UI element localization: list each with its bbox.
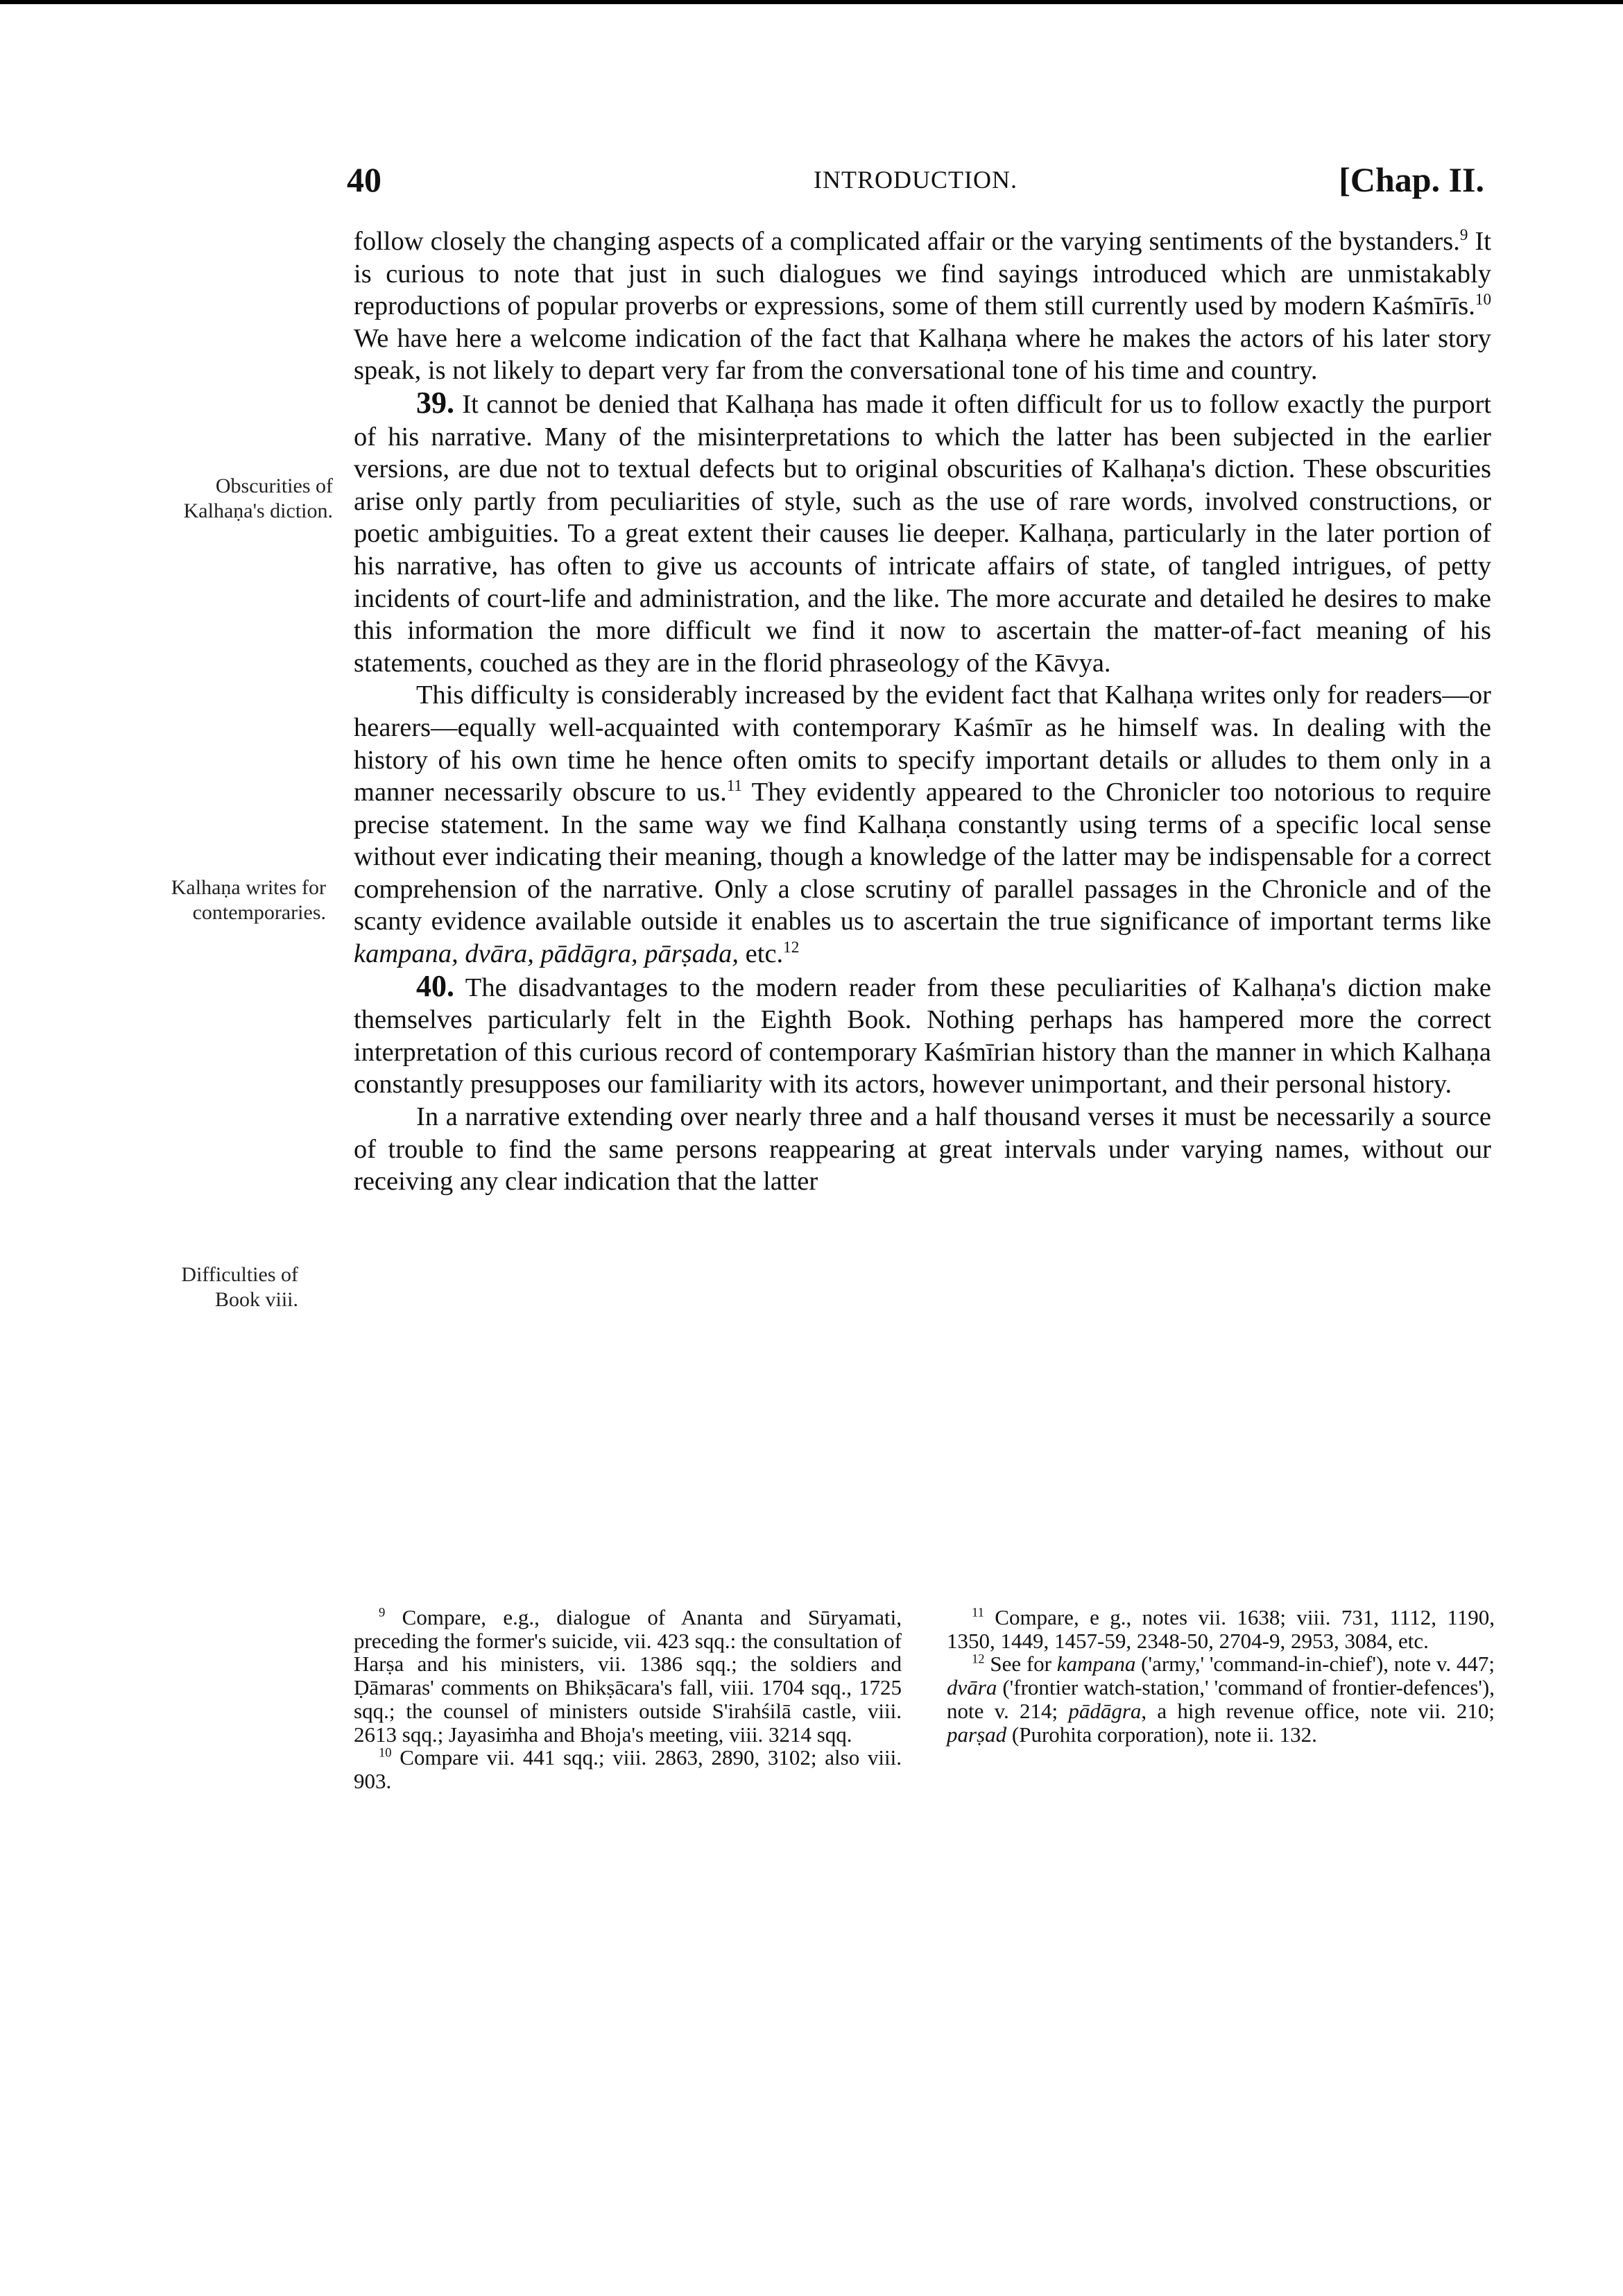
footnote-12 [947,1652,1495,1746]
top-border-rule [0,0,1623,4]
sidenote-line: contemporaries. [192,901,326,924]
sidenote-line: Kalhaṇa writes for [171,876,326,899]
footnote-text: See for [984,1652,1057,1677]
paragraph-39 [354,387,1491,679]
footnote-ref[interactable]: 11 [726,776,742,795]
text-span: It cannot be denied that Kalhaṇa has made it often difficult for us to follow exactly the purport of his narrative. Many of the misinterpretations to which the latter has been subjected in the earlier versions, are due not to textual defects but to original obscurities of Kalhaṇa's diction. These obscurities arise only partly from peculiarities of style, such as the use of rare words, involved constructions, or poetic ambiguities. To a great extent their causes lie deeper. Kalhaṇa, particularly in the later portion of his narrative, has often to give us accounts of intricate affairs of state, of tangled intrigues, of petty incidents of court-life and administration, and the like. The more accurate and detailed he desires to make this information the more difficult we find it now to ascertain the matter-of-fact meaning of his statements, couched as they are in the florid phraseology of the Kāvya. [354,389,1491,678]
footnote-text: , a high revenue office, note vii. 210; [1141,1698,1495,1723]
footnote-text: Compare vii. 441 sqq.; viii. 2863, 2890, 3102; also viii. 903. [354,1745,902,1793]
sidenote-line: Book viii. [214,1288,298,1311]
italic-term: parṣad [947,1722,1007,1747]
footnote-text: Compare, e.g., dialogue of Ananta and Sūryamati, preceding the former's suicide, vii. 423 sqq.: the consultation of Harṣa and his ministers, vii. 1386 sqq.; the soldiers and Ḍāmaras' comments on Bhikṣācara's fall, viii. 1704 sqq., 1725 sqq.; the counsel of ministers outside S'irahśilā castle, viii. 2613 sqq.; Jayasiṁha and Bhoja's meeting, viii. 3214 sqq. [354,1605,902,1747]
paragraph-number: 39. [416,385,454,420]
footnote-number: 12 [972,1652,985,1668]
sidenote-contemporaries [97,875,326,925]
footnote-number: 10 [379,1745,392,1760]
text-span: follow closely the changing aspects of a complicated affair or the varying sentiments of the bystanders. [354,227,1460,256]
sidenote-line: Difficulties of [181,1263,298,1286]
text-span: This difficulty is considerably increased by the evident fact that Kalhaṇa writes only for readers—or hearers—equally well-acquainted with contemporary Kaśmīr as he himself was. In dealing with the history of his own time he hence often omits to specify important details or alludes to them only in a manner necessarily obscure to us. [354,680,1491,807]
paragraph-continuation [354,225,1491,387]
footnote-10 [354,1746,902,1792]
footnote-ref[interactable]: 10 [1475,290,1491,309]
text-span: etc. [739,939,784,969]
sidenote-book-viii [69,1262,298,1312]
footnotes-left-column [354,1606,902,1793]
paragraph-narrative [354,1101,1491,1198]
text-span: The disadvantages to the modern reader from these peculiarities of Kalhaṇa's diction make themselves particularly felt in the Eighth Book. Nothing perhaps has hampered more the correct interpretation of this curious record of contemporary Kaśmīrian history than the manner in which Kalhaṇa constantly presupposes our familiarity with its actors, however unimportant, and their personal history. [354,973,1491,1099]
italic-term: pādāgra [1068,1698,1142,1723]
footnote-ref[interactable]: 12 [783,938,800,957]
italic-term: kampana [1056,1652,1136,1677]
footnote-text: Compare, e g., notes vii. 1638; viii. 731, 1112, 1190, 1350, 1449, 1457-59, 2348-50, 2704-9, 2953, 3084, etc. [947,1605,1495,1653]
page-number: 40 [347,160,381,199]
running-title: INTRODUCTION. [814,166,1017,194]
paragraph-contemporaries [354,679,1491,970]
chapter-label: [Chap. II. [1339,160,1484,199]
footnote-text: ('frontier watch-station,' 'command of frontier-defences'), note v. 214; [947,1675,1495,1723]
footnote-ref[interactable]: 9 [1459,225,1468,244]
page-header [347,160,1484,208]
text-span: They evidently appeared to the Chronicler too notorious to require precise statement. In the same way we find Kalhaṇa constantly using terms of a specific local sense without ever indicating their meaning, though a knowledge of the latter may be indispensable for a correct comprehension of the narrative. Only a close scrutiny of parallel passages in the Chronicle and of the scanty evidence available outside it enables us to ascertain the true significance of important terms like [354,778,1491,936]
footnote-11 [947,1606,1495,1652]
sidenote-line: Obscurities of [215,474,333,497]
footnote-text: (Purohita corporation), note ii. 132. [1006,1722,1317,1747]
sidenote-line: Kalhaṇa's diction. [183,499,333,522]
text-span: It is curious to note that just in such dialogues we find sayings introduced which are unmistakably reproductions of popular proverbs or expressions, some of them still currently used by modern Kaśmīrīs. [354,227,1491,321]
footnote-9 [354,1606,902,1746]
italic-terms: kampana, dvāra, pādāgra, pārṣada, [354,939,739,969]
paragraph-number: 40. [416,968,454,1003]
footnotes-right-column [947,1606,1495,1746]
sidenote-obscurities [104,474,333,524]
footnote-number: 9 [379,1605,386,1620]
footnote-text: ('army,' 'command-in-chief'), note v. 447; [1135,1652,1495,1677]
main-text-column [354,225,1491,1198]
paragraph-40 [354,970,1491,1101]
footnote-number: 11 [972,1605,984,1620]
italic-term: dvāra [947,1675,997,1700]
text-span: In a narrative extending over nearly three and a half thousand verses it must be necessarily a source of trouble to find the same persons reappearing at great intervals under varying names, without our receiving any clear indication that the latter [354,1102,1491,1197]
text-span: We have here a welcome indication of the fact that Kalhaṇa where he makes the actors of his later story speak, is not likely to depart very far from the conversational tone of his time and country. [354,323,1491,386]
